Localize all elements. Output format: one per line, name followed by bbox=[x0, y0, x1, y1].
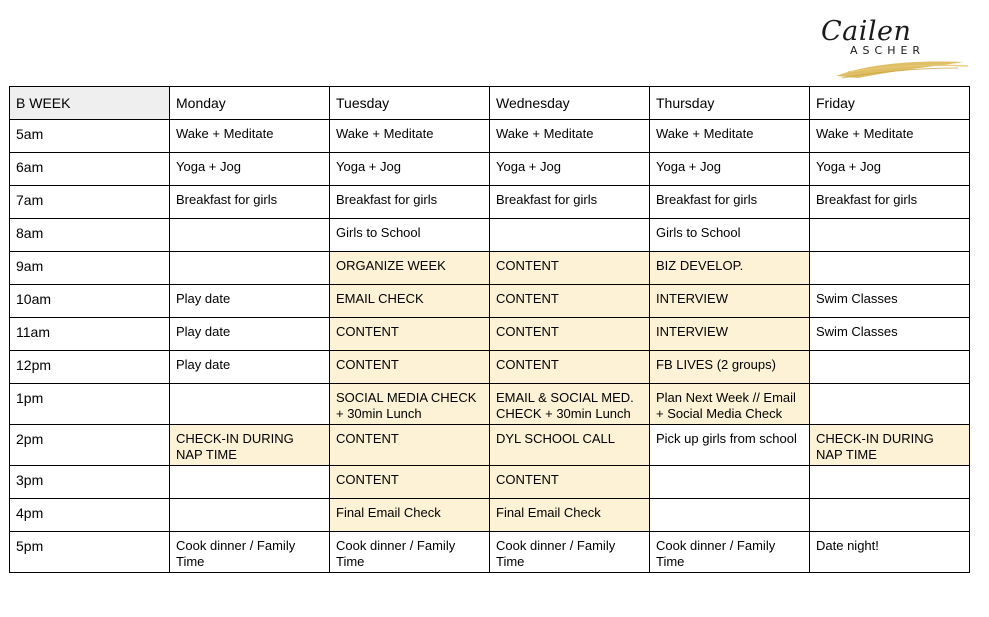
day-header-thursday: Thursday bbox=[650, 87, 810, 120]
schedule-cell-thursday: Wake + Meditate bbox=[650, 120, 810, 153]
schedule-row bbox=[10, 466, 970, 499]
schedule-cell-monday bbox=[170, 499, 330, 532]
schedule-cell-wednesday: Wake + Meditate bbox=[490, 120, 650, 153]
day-header-wednesday: Wednesday bbox=[490, 87, 650, 120]
schedule-cell-tuesday: ORGANIZE WEEK bbox=[330, 252, 490, 285]
schedule-cell-friday: Wake + Meditate bbox=[810, 120, 970, 153]
schedule-cell-friday bbox=[810, 252, 970, 285]
schedule-row bbox=[10, 120, 970, 153]
week-label-cell: B WEEK bbox=[10, 87, 170, 120]
schedule-cell-friday bbox=[810, 466, 970, 499]
time-cell: 4pm bbox=[10, 499, 170, 532]
day-header-friday: Friday bbox=[810, 87, 970, 120]
schedule-cell-friday: Date night! bbox=[810, 532, 970, 573]
schedule-cell-thursday: Girls to School bbox=[650, 219, 810, 252]
schedule-cell-friday: CHECK-IN DURING NAP TIME bbox=[810, 425, 970, 466]
schedule-row bbox=[10, 351, 970, 384]
schedule-cell-thursday: INTERVIEW bbox=[650, 285, 810, 318]
schedule-cell-friday bbox=[810, 499, 970, 532]
schedule-cell-monday: Wake + Meditate bbox=[170, 120, 330, 153]
time-cell: 11am bbox=[10, 318, 170, 351]
schedule-cell-wednesday: CONTENT bbox=[490, 285, 650, 318]
weekly-schedule-table bbox=[9, 86, 970, 573]
schedule-cell-thursday: INTERVIEW bbox=[650, 318, 810, 351]
schedule-cell-wednesday: Yoga + Jog bbox=[490, 153, 650, 186]
schedule-cell-wednesday: Final Email Check bbox=[490, 499, 650, 532]
schedule-cell-monday: Cook dinner / Family Time bbox=[170, 532, 330, 573]
schedule-cell-thursday bbox=[650, 499, 810, 532]
time-cell: 9am bbox=[10, 252, 170, 285]
schedule-cell-monday bbox=[170, 219, 330, 252]
schedule-row bbox=[10, 425, 970, 466]
time-cell: 10am bbox=[10, 285, 170, 318]
schedule-row bbox=[10, 499, 970, 532]
schedule-cell-monday: CHECK-IN DURING NAP TIME bbox=[170, 425, 330, 466]
schedule-cell-monday bbox=[170, 252, 330, 285]
schedule-cell-wednesday: Breakfast for girls bbox=[490, 186, 650, 219]
schedule-row bbox=[10, 219, 970, 252]
brand-logo bbox=[818, 6, 978, 82]
schedule-cell-thursday: Pick up girls from school bbox=[650, 425, 810, 466]
schedule-row bbox=[10, 384, 970, 425]
schedule-cell-friday: Yoga + Jog bbox=[810, 153, 970, 186]
schedule-cell-tuesday: Girls to School bbox=[330, 219, 490, 252]
schedule-row bbox=[10, 186, 970, 219]
schedule-cell-monday: Play date bbox=[170, 351, 330, 384]
schedule-cell-tuesday: Yoga + Jog bbox=[330, 153, 490, 186]
schedule-cell-thursday: FB LIVES (2 groups) bbox=[650, 351, 810, 384]
schedule-cell-tuesday: CONTENT bbox=[330, 466, 490, 499]
schedule-row bbox=[10, 532, 970, 573]
schedule-row bbox=[10, 318, 970, 351]
schedule-cell-tuesday: CONTENT bbox=[330, 318, 490, 351]
schedule-cell-wednesday: DYL SCHOOL CALL bbox=[490, 425, 650, 466]
schedule-cell-tuesday: CONTENT bbox=[330, 351, 490, 384]
schedule-cell-tuesday: Wake + Meditate bbox=[330, 120, 490, 153]
schedule-cell-friday: Breakfast for girls bbox=[810, 186, 970, 219]
schedule-cell-friday bbox=[810, 219, 970, 252]
day-header-tuesday: Tuesday bbox=[330, 87, 490, 120]
schedule-cell-monday: Breakfast for girls bbox=[170, 186, 330, 219]
time-cell: 8am bbox=[10, 219, 170, 252]
schedule-cell-wednesday: Cook dinner / Family Time bbox=[490, 532, 650, 573]
schedule-cell-monday: Play date bbox=[170, 318, 330, 351]
schedule-cell-monday bbox=[170, 466, 330, 499]
time-cell: 7am bbox=[10, 186, 170, 219]
schedule-cell-tuesday: Breakfast for girls bbox=[330, 186, 490, 219]
schedule-row bbox=[10, 252, 970, 285]
schedule-cell-tuesday: SOCIAL MEDIA CHECK + 30min Lunch bbox=[330, 384, 490, 425]
schedule-cell-thursday: BIZ DEVELOP. bbox=[650, 252, 810, 285]
time-cell: 3pm bbox=[10, 466, 170, 499]
schedule-cell-tuesday: Cook dinner / Family Time bbox=[330, 532, 490, 573]
schedule-cell-thursday: Breakfast for girls bbox=[650, 186, 810, 219]
schedule-cell-thursday: Plan Next Week // Email + Social Media Check bbox=[650, 384, 810, 425]
schedule-cell-wednesday: CONTENT bbox=[490, 466, 650, 499]
schedule-row bbox=[10, 153, 970, 186]
schedule-cell-wednesday: CONTENT bbox=[490, 252, 650, 285]
schedule-cell-thursday: Yoga + Jog bbox=[650, 153, 810, 186]
time-cell: 12pm bbox=[10, 351, 170, 384]
time-cell: 5pm bbox=[10, 532, 170, 573]
schedule-cell-monday bbox=[170, 384, 330, 425]
logo-script-text: Cailen bbox=[821, 16, 912, 47]
schedule-cell-tuesday: CONTENT bbox=[330, 425, 490, 466]
schedule-cell-friday bbox=[810, 384, 970, 425]
schedule-cell-thursday: Cook dinner / Family Time bbox=[650, 532, 810, 573]
schedule-cell-tuesday: Final Email Check bbox=[330, 499, 490, 532]
schedule-cell-wednesday: CONTENT bbox=[490, 318, 650, 351]
time-cell: 1pm bbox=[10, 384, 170, 425]
time-cell: 2pm bbox=[10, 425, 170, 466]
schedule-cell-wednesday: EMAIL & SOCIAL MED. CHECK + 30min Lunch bbox=[490, 384, 650, 425]
schedule-cell-friday: Swim Classes bbox=[810, 285, 970, 318]
time-cell: 5am bbox=[10, 120, 170, 153]
schedule-cell-wednesday: CONTENT bbox=[490, 351, 650, 384]
schedule-cell-friday: Swim Classes bbox=[810, 318, 970, 351]
schedule-cell-thursday bbox=[650, 466, 810, 499]
schedule-cell-wednesday bbox=[490, 219, 650, 252]
schedule-row bbox=[10, 285, 970, 318]
schedule-cell-friday bbox=[810, 351, 970, 384]
schedule-cell-monday: Play date bbox=[170, 285, 330, 318]
day-header-monday: Monday bbox=[170, 87, 330, 120]
logo-caps-text: ASCHER bbox=[850, 44, 926, 57]
header-row bbox=[10, 87, 970, 120]
time-cell: 6am bbox=[10, 153, 170, 186]
schedule-cell-monday: Yoga + Jog bbox=[170, 153, 330, 186]
schedule-cell-tuesday: EMAIL CHECK bbox=[330, 285, 490, 318]
